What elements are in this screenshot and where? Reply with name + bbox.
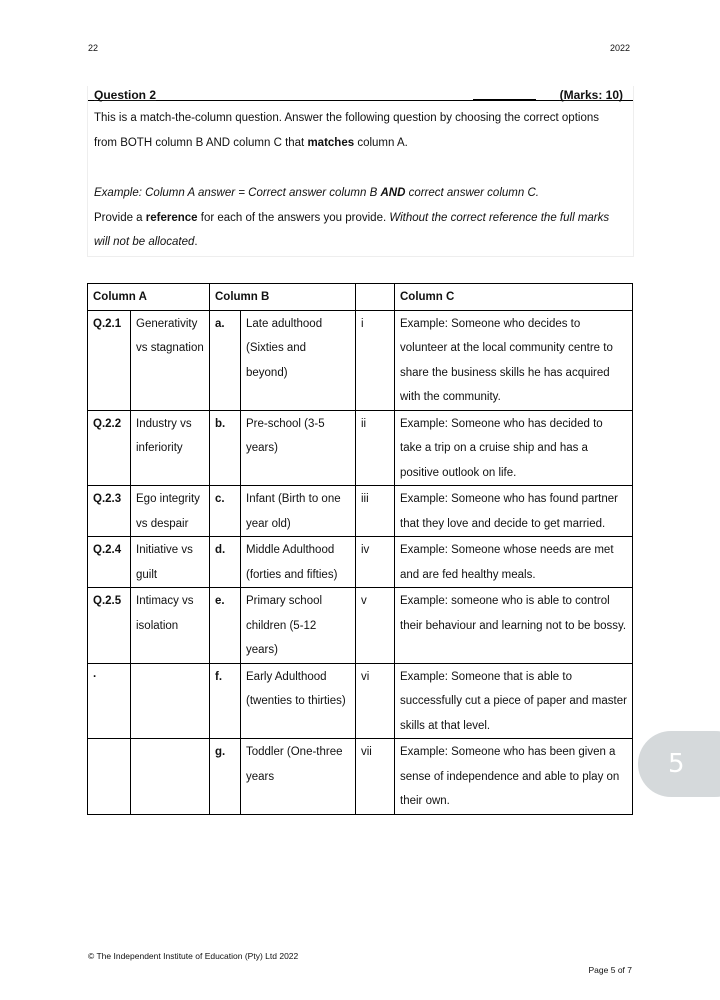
col-b-text: Primary school children (5-12 years) [241,588,356,664]
col-a-number: Q.2.4 [88,537,131,588]
question-title: Question 2 [94,88,157,102]
col-b-letter: a. [210,310,241,410]
ref-text: Provide a [94,211,146,224]
table-row [88,588,633,664]
col-b-letter: c. [210,486,241,537]
header-left: 22 [88,43,99,53]
col-c-text: Example: Someone that is able to successfully cut a piece of paper and master skills at that level. [395,663,633,739]
ref-italic: Without the correct reference the full marks will not be allocated [94,211,610,248]
col-c-text: Example: Someone who has found partner that they love and decide to get married. [395,486,633,537]
table-header-row [88,284,633,311]
example-paragraph [94,181,624,255]
intro-end: column A. [354,136,408,149]
col-c-number: iv [356,537,395,588]
col-c-number: vi [356,663,395,739]
col-c-text: Example: Someone who has decided to take a trip on a cruise ship and has a positive outlook on life. [395,410,633,486]
col-a-number: Q.2.5 [88,588,131,664]
blank-line [473,88,536,100]
ref-end: . [194,236,198,248]
col-b-letter: d. [210,537,241,588]
instructions-paragraph [94,106,624,155]
table-row [88,486,633,537]
col-a-number: Q.2.2 [88,410,131,486]
col-a-text: Generativity vs stagnation [131,310,210,410]
column-c-header: Column C [395,284,633,311]
col-c-number: ii [356,410,395,486]
col-a-number [88,739,131,815]
column-b-header: Column B [210,284,356,311]
table-row [88,663,633,739]
example-text: Example: Column A answer = Correct answer column B [94,187,381,199]
intro-bold: matches [307,136,355,149]
col-a-text [131,663,210,739]
column-a-header: Column A [88,284,210,311]
column-c-number-header [356,284,395,311]
footer-copyright: © The Independent Institute of Education (Pty) Ltd 2022 [88,951,299,961]
col-b-letter: f. [210,663,241,739]
question-marks: (Marks: 10) [559,88,623,102]
col-b-letter: e. [210,588,241,664]
col-c-text: Example: Someone whose needs are met and are fed healthy meals. [395,537,633,588]
header-right: 2022 [609,43,630,53]
table-row [88,410,633,486]
match-table [87,283,633,815]
ref-bold: reference [145,211,198,224]
col-b-text: Middle Adulthood (forties and fifties) [241,537,356,588]
col-a-number: Q.2.3 [88,486,131,537]
example-bold: AND [380,187,406,199]
col-a-text [131,739,210,815]
col-c-number: v [356,588,395,664]
col-c-number: iii [356,486,395,537]
table-row [88,310,633,410]
col-b-text: Pre-school (3-5 years) [241,410,356,486]
col-a-text: Ego integrity vs despair [131,486,210,537]
page-number: Page 5 of 7 [588,965,632,975]
col-a-text: Initiative vs guilt [131,537,210,588]
col-a-number: Q.2.1 [88,310,131,410]
col-a-text: Industry vs inferiority [131,410,210,486]
ref-mid: for each of the answers you provide. [197,211,390,224]
col-b-text: Toddler (One-three years [241,739,356,815]
col-b-text: Late adulthood (Sixties and beyond) [241,310,356,410]
example-end: correct answer column C. [405,187,539,199]
table-row [88,537,633,588]
col-b-text: Infant (Birth to one year old) [241,486,356,537]
intro-text: This is a match-the-column question. Answer the following question by choosing the correct options from BOTH column B AND column C that [94,112,599,149]
question-underline [88,100,633,101]
col-b-letter: g. [210,739,241,815]
col-b-text: Early Adulthood (twenties to thirties) [241,663,356,739]
col-c-text: Example: Someone who decides to volunteer at the local community centre to share the business skills he has acquired with the community. [395,310,633,410]
col-a-text: Intimacy vs isolation [131,588,210,664]
col-a-number: · [88,663,131,739]
table-row [88,739,633,815]
col-c-text: Example: Someone who has been given a sense of independence and able to play on their own. [395,739,633,815]
col-c-number: i [356,310,395,410]
col-c-text: Example: someone who is able to control their behaviour and learning not to be bossy. [395,588,633,664]
page-indicator-badge[interactable]: 5 [638,731,720,797]
col-b-letter: b. [210,410,241,486]
col-c-number: vii [356,739,395,815]
question-box [87,86,634,257]
